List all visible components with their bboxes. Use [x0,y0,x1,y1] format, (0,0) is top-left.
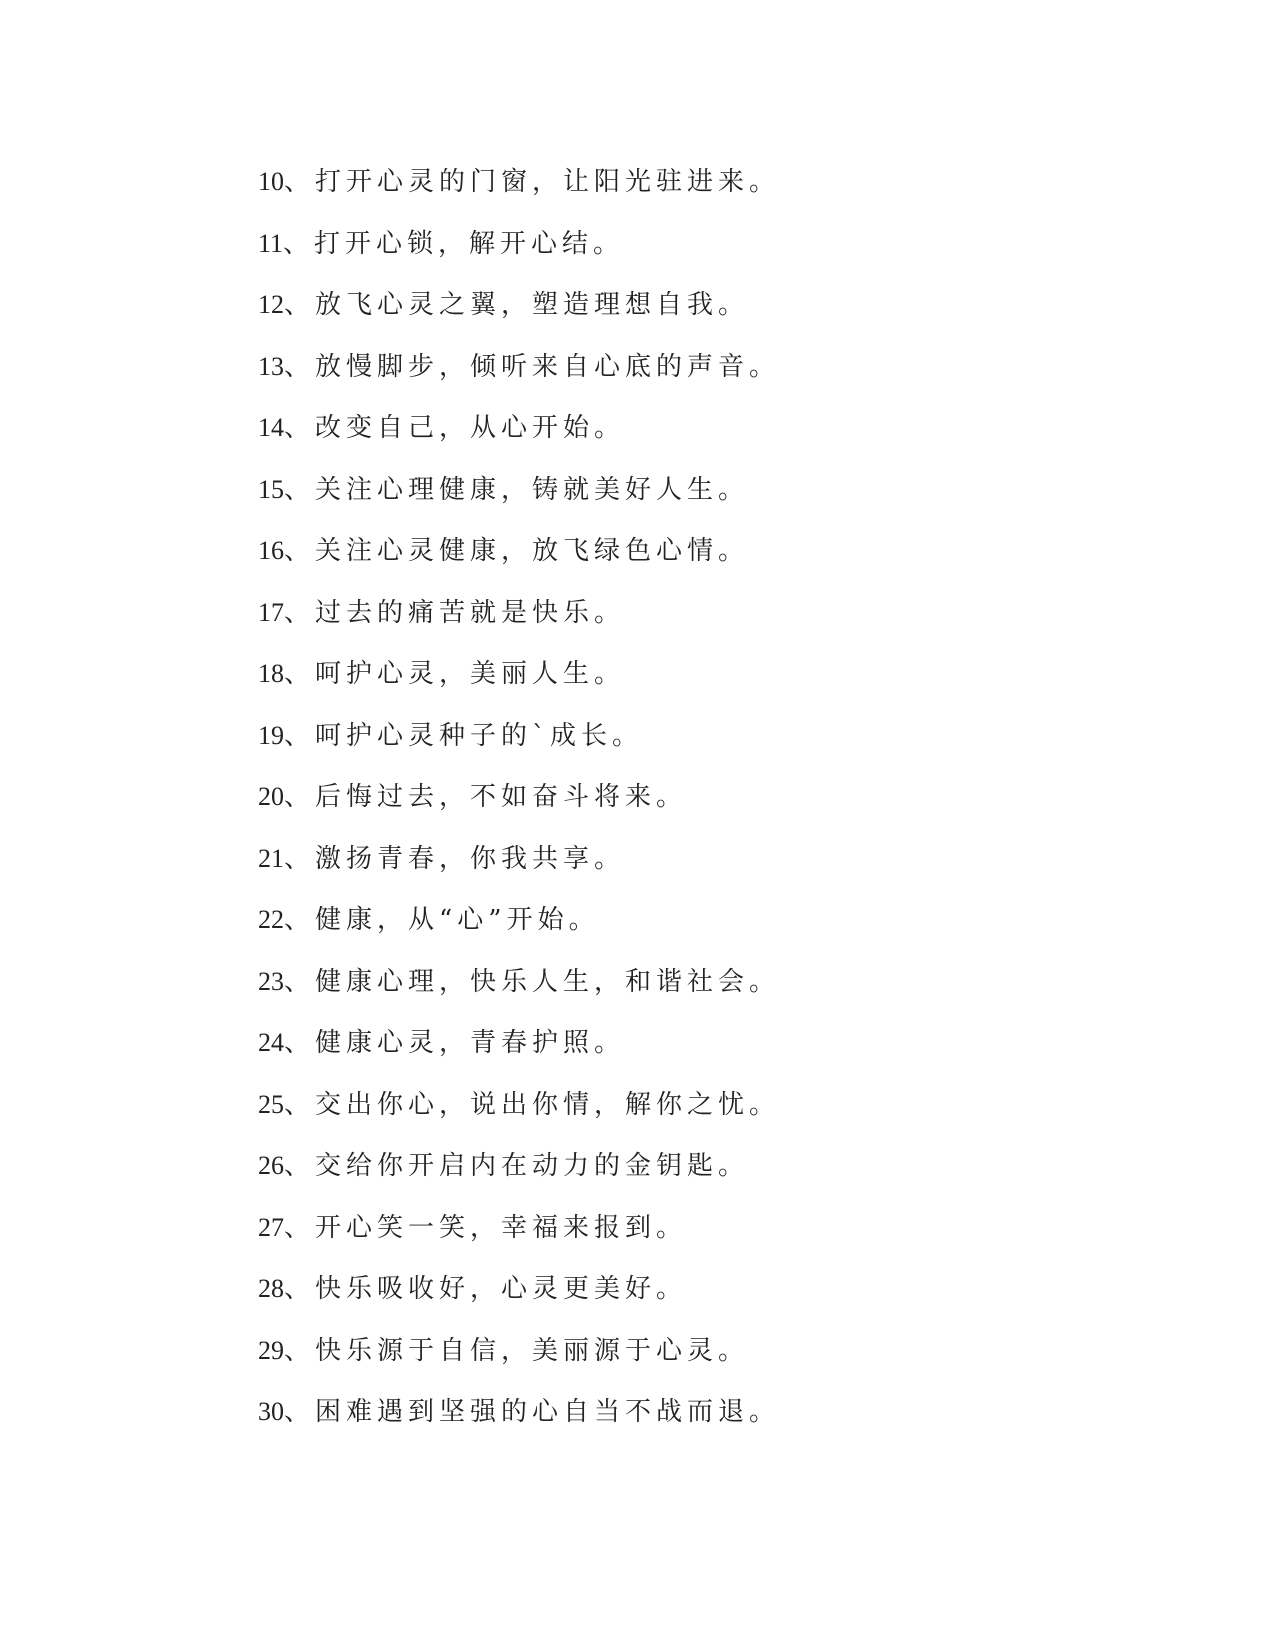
item-text: 、开心笑一笑，幸福来报到。 [284,1212,688,1243]
item-text: 、呵护心灵，美丽人生。 [284,659,626,689]
item-text: 、打开心锁，解开心结。 [283,228,625,259]
item-number: 15 [258,474,284,504]
item-number: 29 [258,1335,284,1365]
item-text: 、困难遇到坚强的心自当不战而退。 [284,1397,781,1427]
list-item [258,533,780,595]
list-item [258,1210,780,1272]
item-text: 、关注心理健康，铸就美好人生。 [284,474,750,505]
item-number: 14 [258,413,284,442]
item-text: 、健康心理，快乐人生，和谐社会。 [284,966,781,997]
slogan-list [258,164,780,1456]
item-number: 16 [258,536,284,565]
item-text: 、过去的痛苦就是快乐。 [284,597,626,628]
item-text: 、放慢脚步，倾听来自心底的声音。 [284,351,781,382]
list-item [258,472,780,534]
list-item [258,1025,780,1087]
list-item [258,718,780,780]
list-item [258,1087,780,1149]
list-item [258,902,780,964]
item-text: 、健康心灵，青春护照。 [284,1028,626,1058]
item-text: 、打开心灵的门窗，让阳光驻进来。 [284,167,781,197]
item-number: 26 [258,1151,284,1180]
item-number: 17 [258,597,284,627]
item-text: 、健康，从“心”开始。 [284,905,600,935]
list-item [258,841,780,903]
item-text: 、交给你开启内在动力的金钥匙。 [284,1151,750,1181]
item-number: 22 [258,905,284,934]
list-item [258,595,780,657]
list-item [258,410,780,472]
item-number: 23 [258,966,284,996]
item-number: 24 [258,1028,284,1057]
list-item [258,779,780,841]
item-number: 13 [258,351,284,381]
list-item [258,1333,780,1395]
item-text: 、快乐源于自信，美丽源于心灵。 [284,1335,750,1366]
item-text: 、激扬青春，你我共享。 [284,843,626,874]
item-text: 、呵护心灵种子的`成长。 [284,720,644,751]
item-text: 、关注心灵健康，放飞绿色心情。 [284,536,750,566]
item-number: 25 [258,1089,284,1119]
item-number: 21 [258,843,284,873]
item-number: 11 [258,228,284,258]
item-number: 10 [258,167,284,196]
list-item [258,964,780,1026]
item-text: 、后悔过去，不如奋斗将来。 [284,782,688,812]
item-number: 12 [258,290,284,319]
item-text: 、快乐吸收好，心灵更美好。 [284,1274,688,1304]
list-item [258,349,780,411]
list-item [258,226,780,288]
item-text: 、放飞心灵之翼，塑造理想自我。 [284,290,750,320]
list-item [258,656,780,718]
item-number: 20 [258,782,284,811]
item-number: 19 [258,720,284,750]
list-item [258,1271,780,1333]
item-text: 、改变自己，从心开始。 [284,413,626,443]
item-text: 、交出你心，说出你情，解你之忧。 [284,1089,781,1120]
item-number: 27 [258,1212,284,1242]
list-item [258,164,780,226]
list-item [258,287,780,349]
item-number: 28 [258,1274,284,1303]
list-item [258,1394,780,1456]
list-item [258,1148,780,1210]
item-number: 18 [258,659,284,688]
item-number: 30 [258,1397,284,1426]
